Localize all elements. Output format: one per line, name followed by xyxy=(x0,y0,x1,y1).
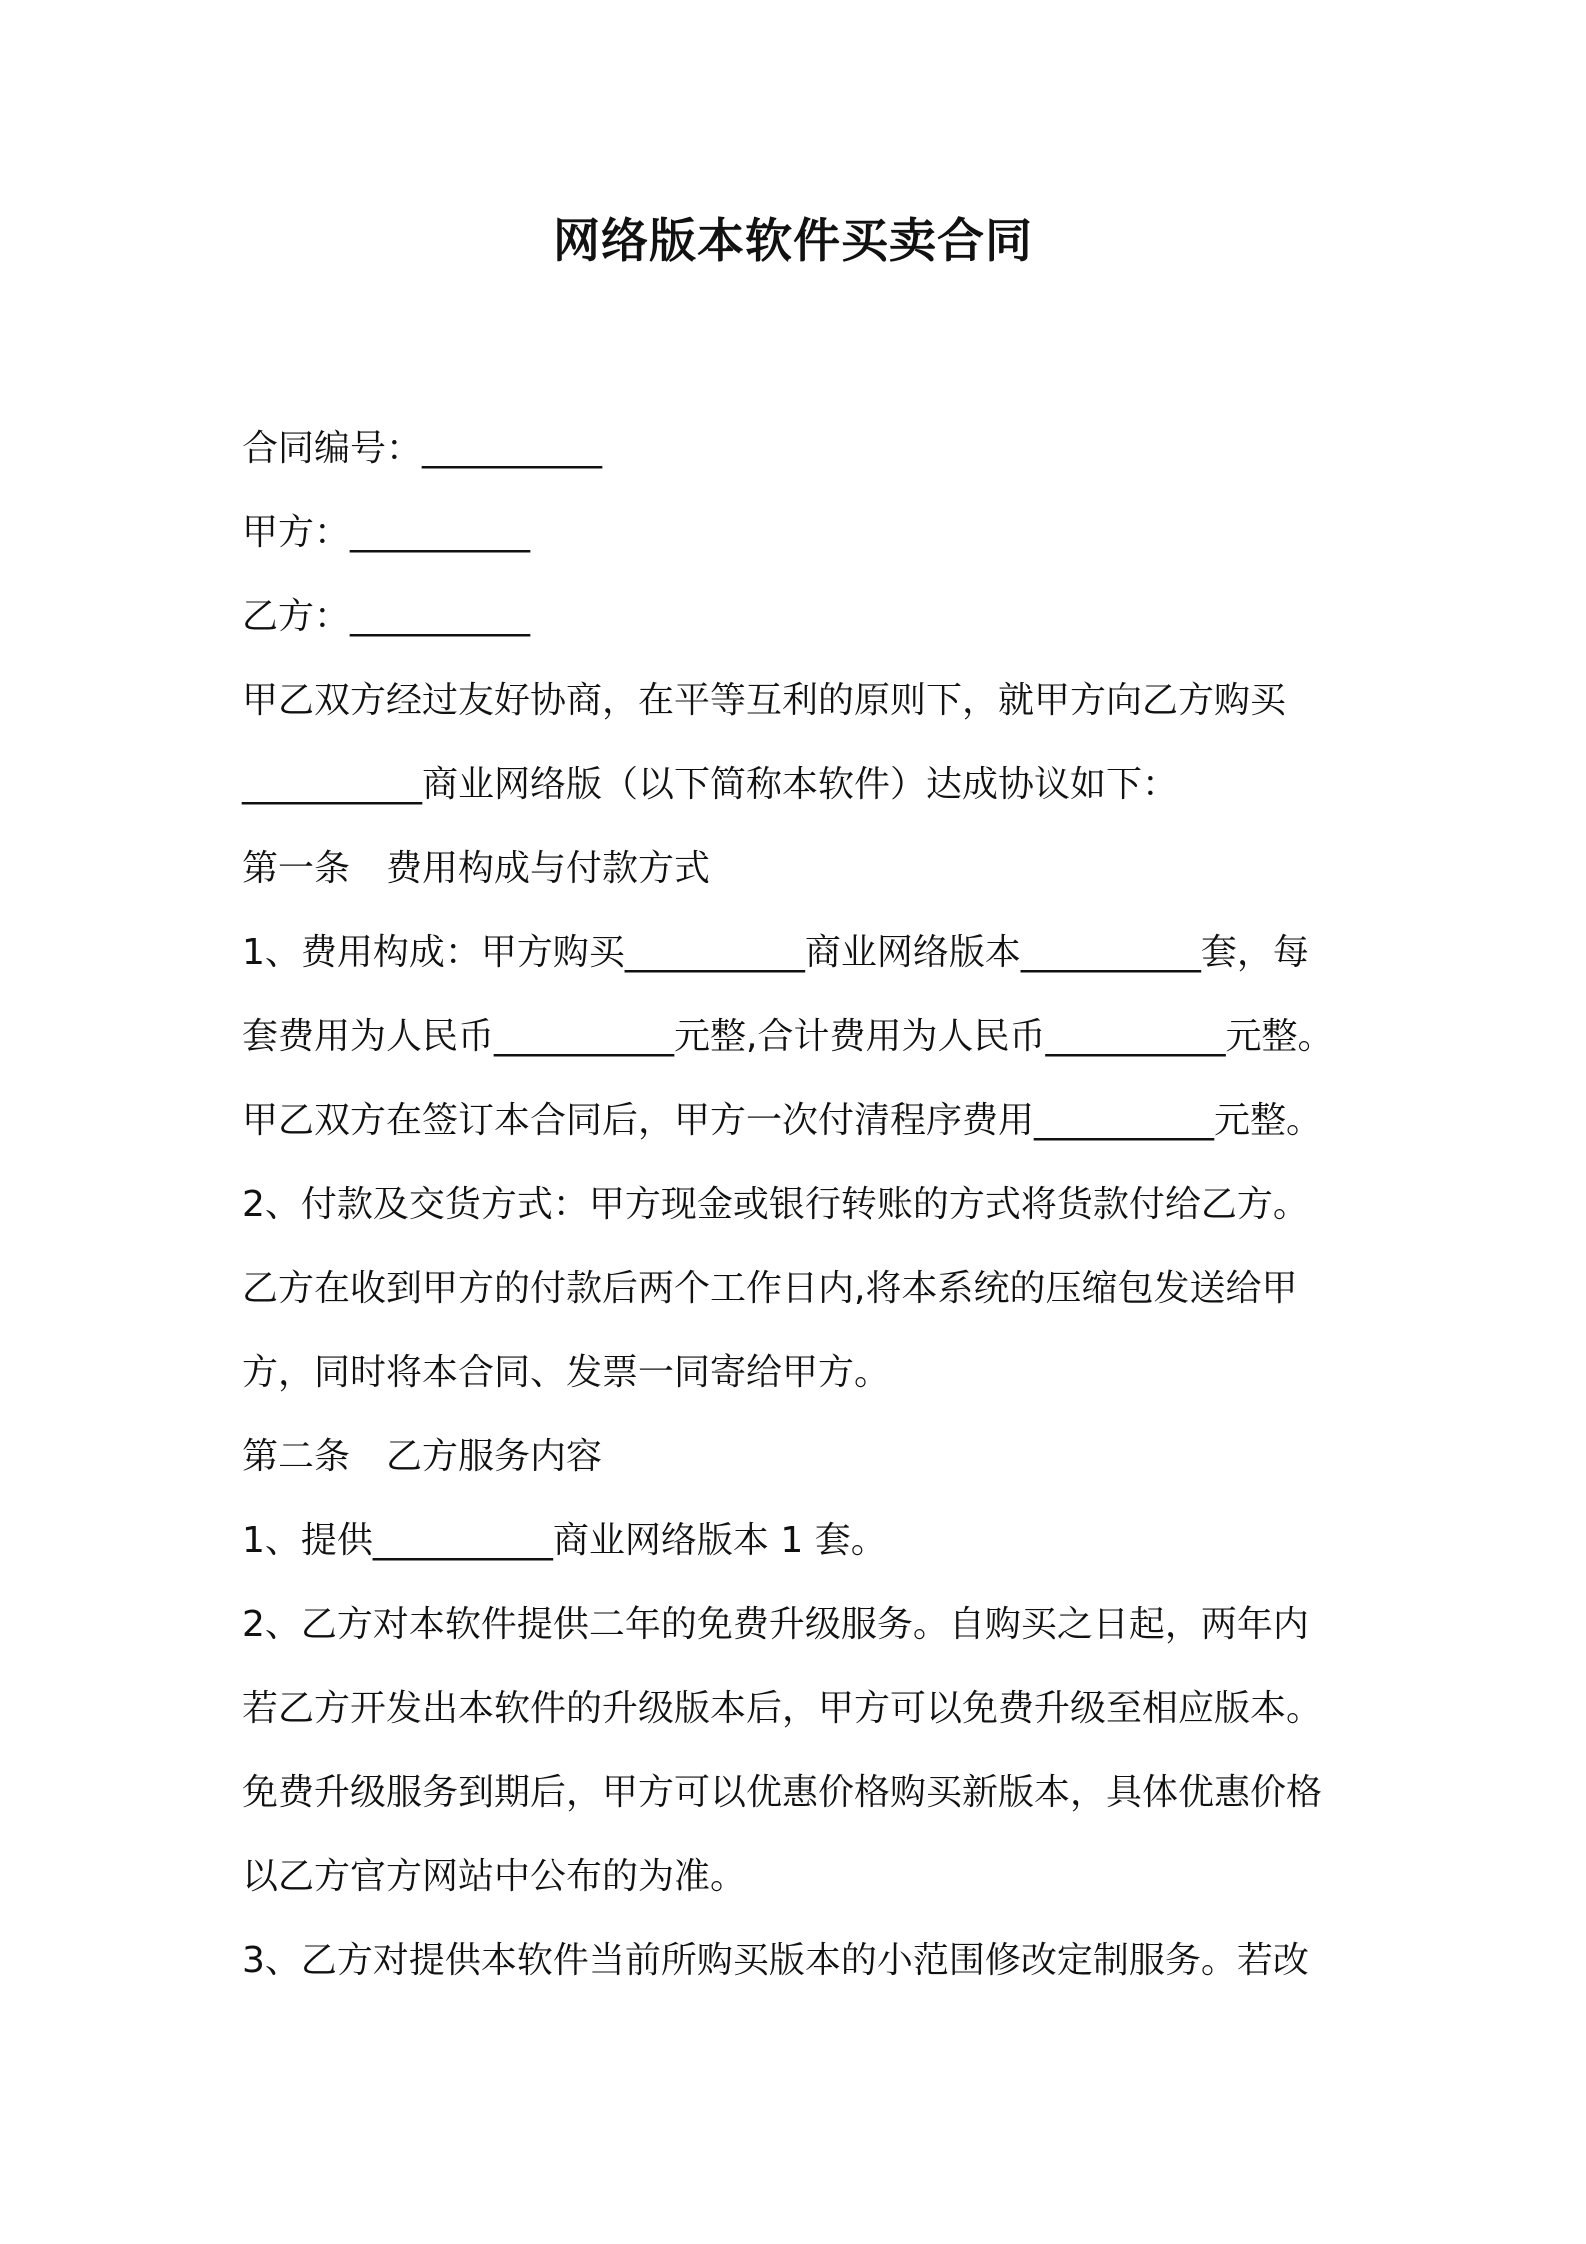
paragraph-line: 1、费用构成：甲方购买__________商业网络版本__________套，每 xyxy=(242,932,1309,973)
document-title: 网络版本软件买卖合同 xyxy=(553,214,1033,269)
paragraph-line: 若乙方开发出本软件的升级版本后，甲方可以免费升级至相应版本。 xyxy=(242,1688,1323,1729)
paragraph-line: 套费用为人民币__________元整,合计费用为人民币__________元整。 xyxy=(242,1016,1334,1057)
paragraph-line: 乙方在收到甲方的付款后两个工作日内,将本系统的压缩包发送给甲 xyxy=(242,1268,1298,1309)
party-a-line: 甲方：__________ xyxy=(242,512,531,553)
contract-number-line: 合同编号：__________ xyxy=(242,428,603,469)
paragraph-line: 2、付款及交货方式：甲方现金或银行转账的方式将货款付给乙方。 xyxy=(242,1184,1309,1225)
article-heading: 第一条 费用构成与付款方式 xyxy=(242,848,711,889)
preamble-line: 甲乙双方经过友好协商，在平等互利的原则下，就甲方向乙方购买 xyxy=(242,680,1287,721)
paragraph-line: 免费升级服务到期后，甲方可以优惠价格购买新版本，具体优惠价格 xyxy=(242,1772,1323,1813)
paragraph-line: 3、乙方对提供本软件当前所购买版本的小范围修改定制服务。若改 xyxy=(242,1940,1309,1981)
paragraph-line: 方，同时将本合同、发票一同寄给甲方。 xyxy=(242,1352,891,1393)
paragraph-line: 以乙方官方网站中公布的为准。 xyxy=(242,1856,747,1897)
preamble-line: __________商业网络版（以下简称本软件）达成协议如下： xyxy=(242,764,1179,805)
document-body xyxy=(242,407,1372,2003)
paragraph-line: 2、乙方对本软件提供二年的免费升级服务。自购买之日起，两年内 xyxy=(242,1604,1309,1645)
paragraph-line: 甲乙双方在签订本合同后，甲方一次付清程序费用__________元整。 xyxy=(242,1100,1323,1141)
article-heading: 第二条 乙方服务内容 xyxy=(242,1436,603,1477)
paragraph-line: 1、提供__________商业网络版本 1 套。 xyxy=(242,1520,887,1561)
party-b-line: 乙方：__________ xyxy=(242,596,531,637)
